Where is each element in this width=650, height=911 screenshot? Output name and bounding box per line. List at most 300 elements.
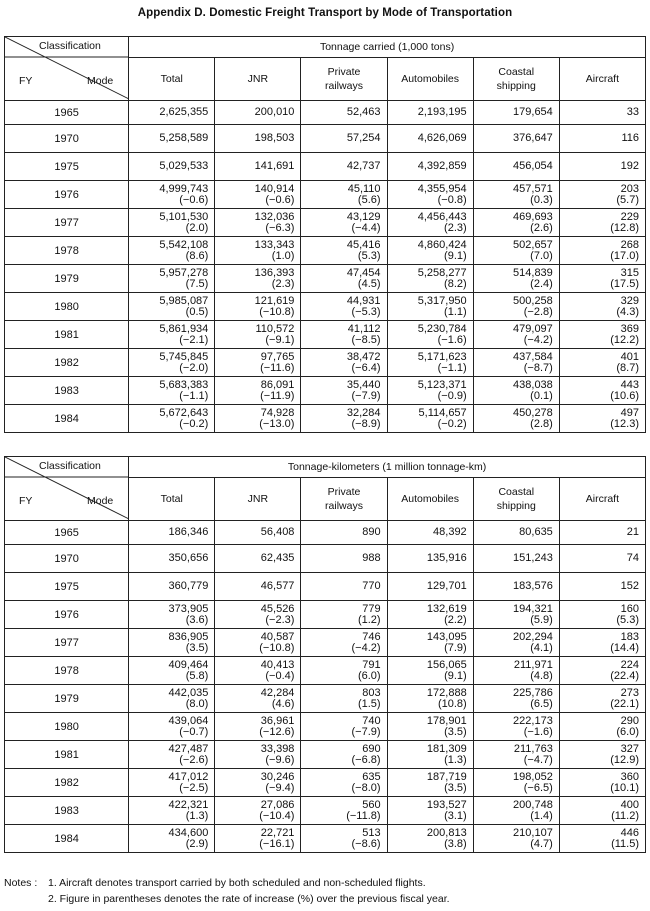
value-cell: [215, 265, 301, 293]
value-cell: [387, 825, 473, 853]
rate-of-increase: (−7.9): [351, 726, 381, 738]
fy-cell: 1965: [5, 521, 129, 545]
fy-cell: 1970: [5, 545, 129, 573]
value-cell: [473, 153, 559, 181]
rate-of-increase: (−2.8): [523, 306, 553, 318]
value: 560: [362, 799, 381, 811]
rate-of-increase: (−8.7): [523, 362, 553, 374]
value-cell: [215, 573, 301, 601]
value: 5,861,934: [159, 323, 209, 335]
value: 136,393: [254, 267, 295, 279]
value-cell: [559, 713, 645, 741]
value-cell: [129, 153, 215, 181]
value: 400: [620, 799, 639, 811]
rate-of-increase: (6.0): [357, 670, 381, 682]
rate-of-increase: (2.2): [444, 614, 467, 626]
value-cell: [387, 237, 473, 265]
value: 5,672,643: [159, 407, 209, 419]
rate-of-increase: (10.6): [610, 390, 639, 402]
value: 434,600: [168, 827, 209, 839]
value: 45,416: [346, 239, 381, 251]
value-cell: [301, 321, 387, 349]
note-2: [4, 891, 450, 907]
rate-of-increase: (17.5): [610, 278, 639, 290]
rate-of-increase: (22.1): [610, 698, 639, 710]
rate-of-increase: (22.4): [610, 670, 639, 682]
value: 129,701: [426, 580, 467, 592]
value-cell: [387, 181, 473, 209]
value-cell: [129, 209, 215, 237]
value: 4,392,859: [417, 160, 467, 172]
value: 46,577: [260, 580, 295, 592]
rate-of-increase: (−0.9): [437, 390, 467, 402]
value: 502,657: [513, 239, 553, 251]
rate-of-increase: (1.2): [357, 614, 381, 626]
value-cell: [301, 265, 387, 293]
value: 179,654: [513, 106, 553, 118]
rate-of-increase: (−0.6): [179, 194, 209, 206]
rate-of-increase: (5.8): [185, 670, 209, 682]
rate-of-increase: (−9.1): [265, 334, 295, 346]
value: 5,542,108: [159, 239, 209, 251]
rate-of-increase: (1.4): [530, 810, 553, 822]
fy-cell: 1975: [5, 153, 129, 181]
rate-of-increase: (−6.5): [523, 782, 553, 794]
value-cell: [559, 265, 645, 293]
value: 514,839: [513, 267, 553, 279]
value: 315: [620, 267, 639, 279]
value: 33: [626, 106, 639, 118]
value-cell: [215, 629, 301, 657]
value: 202,294: [513, 631, 553, 643]
value-cell: [129, 101, 215, 125]
rate-of-increase: (−11.6): [260, 362, 295, 374]
value: 4,999,743: [159, 183, 209, 195]
rate-of-increase: (2.9): [185, 838, 209, 850]
value: 5,985,087: [159, 295, 209, 307]
value: 57,254: [346, 132, 381, 144]
span-title: Tonnage-kilometers (1 million tonnage-km): [129, 457, 646, 478]
table-row: [5, 237, 646, 265]
value: 132,036: [254, 211, 295, 223]
value-cell: [559, 521, 645, 545]
value-cell: [301, 293, 387, 321]
rate-of-increase: (12.9): [610, 754, 639, 766]
fy-cell: 1980: [5, 293, 129, 321]
value: 369: [620, 323, 639, 335]
value-cell: [129, 573, 215, 601]
value-cell: [473, 377, 559, 405]
rate-of-increase: (6.0): [616, 726, 639, 738]
rate-of-increase: (−9.4): [265, 782, 295, 794]
fy-cell: 1977: [5, 209, 129, 237]
value: 42,737: [346, 160, 381, 172]
column-header: JNR: [215, 58, 301, 101]
rate-of-increase: (4.6): [271, 698, 295, 710]
rate-of-increase: (−1.1): [437, 362, 467, 374]
value: 2,625,355: [159, 106, 209, 118]
rate-of-increase: (−9.6): [265, 754, 295, 766]
value: 450,278: [513, 407, 553, 419]
value-cell: [387, 265, 473, 293]
table-row: [5, 153, 646, 181]
rate-of-increase: (11.2): [611, 810, 639, 822]
value-cell: [301, 125, 387, 153]
value-cell: [215, 101, 301, 125]
value-cell: [473, 601, 559, 629]
value-cell: [301, 741, 387, 769]
value-cell: [301, 521, 387, 545]
column-header: Coastal shipping: [473, 478, 559, 521]
value: 222,173: [513, 715, 553, 727]
value-cell: [301, 181, 387, 209]
value-cell: [215, 209, 301, 237]
rate-of-increase: (9.1): [444, 250, 467, 262]
value: 187,719: [426, 771, 467, 783]
value-cell: [215, 349, 301, 377]
value-cell: [559, 321, 645, 349]
value: 4,355,954: [417, 183, 467, 195]
value-cell: [129, 377, 215, 405]
value-cell: [215, 685, 301, 713]
value: 469,693: [513, 211, 553, 223]
value-cell: [387, 125, 473, 153]
table-row: [5, 521, 646, 545]
value: 151,243: [513, 552, 553, 564]
value: 779: [362, 603, 381, 615]
fy-cell: 1980: [5, 713, 129, 741]
value: 500,258: [513, 295, 553, 307]
rate-of-increase: (7.0): [530, 250, 553, 262]
value: 497: [620, 407, 639, 419]
value: 5,101,530: [159, 211, 209, 223]
value-cell: [301, 657, 387, 685]
value-cell: [473, 405, 559, 433]
value-cell: [301, 573, 387, 601]
rate-of-increase: (3.5): [444, 726, 467, 738]
value: 41,112: [347, 323, 381, 335]
value: 273: [620, 687, 639, 699]
value: 5,957,278: [159, 267, 209, 279]
rate-of-increase: (1.0): [271, 250, 295, 262]
rate-of-increase: (8.7): [616, 362, 639, 374]
value: 200,813: [426, 827, 467, 839]
value: 740: [362, 715, 381, 727]
value-cell: [559, 209, 645, 237]
value: 479,097: [513, 323, 553, 335]
value: 417,012: [168, 771, 209, 783]
rate-of-increase: (−10.8): [259, 306, 295, 318]
column-header: JNR: [215, 478, 301, 521]
value: 33,398: [260, 743, 295, 755]
value-cell: [215, 713, 301, 741]
value: 36,961: [260, 715, 295, 727]
table-row: [5, 321, 646, 349]
value-cell: [473, 349, 559, 377]
table-row: [5, 601, 646, 629]
value-cell: [387, 685, 473, 713]
rate-of-increase: (4.8): [530, 670, 553, 682]
rate-of-increase: (−0.4): [265, 670, 295, 682]
rate-of-increase: (1.1): [444, 306, 467, 318]
rate-of-increase: (3.5): [444, 782, 467, 794]
value: 746: [362, 631, 381, 643]
rate-of-increase: (8.0): [185, 698, 209, 710]
value: 4,456,443: [417, 211, 467, 223]
value: 290: [620, 715, 639, 727]
value-cell: [473, 713, 559, 741]
value-cell: [473, 209, 559, 237]
rate-of-increase: (−2.0): [179, 362, 209, 374]
value-cell: [215, 237, 301, 265]
rate-of-increase: (−11.9): [260, 390, 295, 402]
value-cell: [215, 545, 301, 573]
value-cell: [301, 209, 387, 237]
value-cell: [559, 125, 645, 153]
note-1-text: 1. Aircraft denotes transport carried by both scheduled and non-scheduled flights.: [48, 877, 426, 889]
value: 437,584: [513, 351, 553, 363]
classification-label: Classification: [39, 460, 101, 472]
value-cell: [387, 713, 473, 741]
value-cell: [559, 573, 645, 601]
rate-of-increase: (3.6): [185, 614, 209, 626]
value: 133,343: [254, 239, 295, 251]
value: 48,392: [433, 526, 467, 538]
value: 43,129: [346, 211, 381, 223]
rate-of-increase: (−8.5): [351, 334, 381, 346]
rate-of-increase: (2.8): [530, 418, 553, 430]
column-header: Coastal shipping: [473, 58, 559, 101]
value: 327: [620, 743, 639, 755]
fy-cell: 1975: [5, 573, 129, 601]
rate-of-increase: (−10.8): [259, 642, 295, 654]
value: 35,440: [346, 379, 381, 391]
value-cell: [215, 377, 301, 405]
value-cell: [129, 293, 215, 321]
value: 439,064: [168, 715, 209, 727]
classification-header-cell: [5, 37, 129, 101]
notes: [4, 875, 450, 907]
value-cell: [387, 101, 473, 125]
value: 74: [626, 552, 639, 564]
rate-of-increase: (−11.8): [346, 810, 381, 822]
note-2-text: 2. Figure in parentheses denotes the rate of increase (%) over the previous fiscal year.: [48, 893, 450, 905]
value-cell: [559, 405, 645, 433]
value-cell: [129, 265, 215, 293]
column-header: Private railways: [301, 58, 387, 101]
value-cell: [473, 825, 559, 853]
rate-of-increase: (2.3): [271, 278, 295, 290]
value-cell: [387, 601, 473, 629]
fy-cell: 1981: [5, 321, 129, 349]
value-cell: [473, 101, 559, 125]
fy-cell: 1982: [5, 349, 129, 377]
value: 156,065: [426, 659, 467, 671]
value: 62,435: [260, 552, 295, 564]
value: 186,346: [168, 526, 209, 538]
page-title: Appendix D. Domestic Freight Transport by Mode of Transportation: [137, 7, 513, 19]
rate-of-increase: (−0.2): [437, 418, 467, 430]
value-cell: [387, 741, 473, 769]
value: 770: [362, 580, 381, 592]
table-row: [5, 573, 646, 601]
rate-of-increase: (10.8): [437, 698, 467, 710]
rate-of-increase: (−0.2): [179, 418, 209, 430]
rate-of-increase: (−6.3): [265, 222, 295, 234]
rate-of-increase: (5.6): [357, 194, 381, 206]
value: 791: [362, 659, 381, 671]
value-cell: [301, 769, 387, 797]
classification-header-cell: [5, 457, 129, 521]
table-row: [5, 685, 646, 713]
value-cell: [129, 713, 215, 741]
fy-label: FY: [19, 495, 33, 507]
value: 135,916: [426, 552, 467, 564]
rate-of-increase: (−4.2): [523, 334, 553, 346]
value-cell: [215, 521, 301, 545]
value: 200,748: [513, 799, 553, 811]
value: 225,786: [513, 687, 553, 699]
value: 4,626,069: [417, 132, 467, 144]
value-cell: [559, 629, 645, 657]
value-cell: [129, 321, 215, 349]
rate-of-increase: (−0.8): [437, 194, 467, 206]
rate-of-increase: (−16.1): [259, 838, 295, 850]
rate-of-increase: (−2.6): [179, 754, 209, 766]
value: 5,258,589: [159, 132, 209, 144]
value: 22,721: [260, 827, 295, 839]
fy-cell: 1977: [5, 629, 129, 657]
table-row: [5, 713, 646, 741]
rate-of-increase: (17.0): [610, 250, 639, 262]
value: 373,905: [168, 603, 209, 615]
value: 360: [620, 771, 639, 783]
value: 376,647: [513, 132, 553, 144]
rate-of-increase: (−2.1): [179, 334, 209, 346]
mode-label: Mode: [87, 495, 114, 507]
value: 56,408: [260, 526, 295, 538]
value-cell: [301, 405, 387, 433]
value-cell: [215, 181, 301, 209]
value-cell: [215, 405, 301, 433]
column-header: Total: [129, 478, 215, 521]
value: 5,123,371: [417, 379, 467, 391]
value-cell: [129, 657, 215, 685]
rate-of-increase: (5.9): [530, 614, 553, 626]
rate-of-increase: (−1.6): [437, 334, 467, 346]
rate-of-increase: (10.1): [610, 782, 639, 794]
value-cell: [215, 601, 301, 629]
value-cell: [387, 573, 473, 601]
rate-of-increase: (2.6): [530, 222, 553, 234]
value-cell: [559, 685, 645, 713]
value-cell: [473, 797, 559, 825]
rate-of-increase: (12.3): [610, 418, 639, 430]
value-cell: [301, 545, 387, 573]
value-cell: [301, 629, 387, 657]
value-cell: [301, 349, 387, 377]
table-row: [5, 101, 646, 125]
value-cell: [387, 545, 473, 573]
table-row: [5, 293, 646, 321]
rate-of-increase: (−12.6): [259, 726, 295, 738]
value: 5,683,383: [159, 379, 209, 391]
value: 183,576: [513, 580, 553, 592]
value-cell: [559, 181, 645, 209]
rate-of-increase: (2.0): [185, 222, 209, 234]
value-cell: [301, 685, 387, 713]
value-cell: [301, 101, 387, 125]
table-row: [5, 769, 646, 797]
table-row: [5, 545, 646, 573]
value-cell: [129, 825, 215, 853]
table-row: [5, 209, 646, 237]
value-cell: [129, 601, 215, 629]
value-cell: [387, 657, 473, 685]
rate-of-increase: (−4.4): [351, 222, 381, 234]
table-row: [5, 349, 646, 377]
value: 141,691: [254, 160, 295, 172]
note-1: [4, 875, 450, 891]
value-cell: [473, 573, 559, 601]
value-cell: [559, 657, 645, 685]
rate-of-increase: (4.1): [530, 642, 553, 654]
value: 427,487: [168, 743, 209, 755]
column-header: Aircraft: [559, 58, 645, 101]
value-cell: [387, 797, 473, 825]
rate-of-increase: (−0.7): [179, 726, 209, 738]
table-row: [5, 657, 646, 685]
rate-of-increase: (12.2): [610, 334, 639, 346]
column-header: Total: [129, 58, 215, 101]
rate-of-increase: (−4.7): [523, 754, 553, 766]
table-row: [5, 629, 646, 657]
value-cell: [473, 293, 559, 321]
value: 52,463: [346, 106, 381, 118]
value-cell: [215, 153, 301, 181]
value-cell: [559, 377, 645, 405]
value: 409,464: [168, 659, 209, 671]
value: 74,928: [260, 407, 295, 419]
value: 422,321: [168, 799, 209, 811]
rate-of-increase: (0.3): [530, 194, 553, 206]
table-row: [5, 797, 646, 825]
fy-cell: 1979: [5, 265, 129, 293]
notes-label: Notes :: [4, 877, 38, 889]
value-cell: [387, 321, 473, 349]
rate-of-increase: (5.3): [357, 250, 381, 262]
rate-of-increase: (−8.6): [351, 838, 381, 850]
column-header: Private railways: [301, 478, 387, 521]
rate-of-increase: (5.3): [616, 614, 639, 626]
rate-of-increase: (−4.2): [351, 642, 381, 654]
value: 193,527: [426, 799, 467, 811]
rate-of-increase: (4.5): [357, 278, 381, 290]
value-cell: [129, 125, 215, 153]
value: 988: [362, 552, 381, 564]
value-cell: [473, 685, 559, 713]
value-cell: [129, 769, 215, 797]
value: 329: [620, 295, 639, 307]
value-cell: [129, 521, 215, 545]
rate-of-increase: (−2.3): [265, 614, 295, 626]
value: 97,765: [260, 351, 295, 363]
value-cell: [129, 545, 215, 573]
value: 40,587: [260, 631, 295, 643]
table-row: [5, 405, 646, 433]
value: 456,054: [513, 160, 553, 172]
value: 224: [620, 659, 639, 671]
